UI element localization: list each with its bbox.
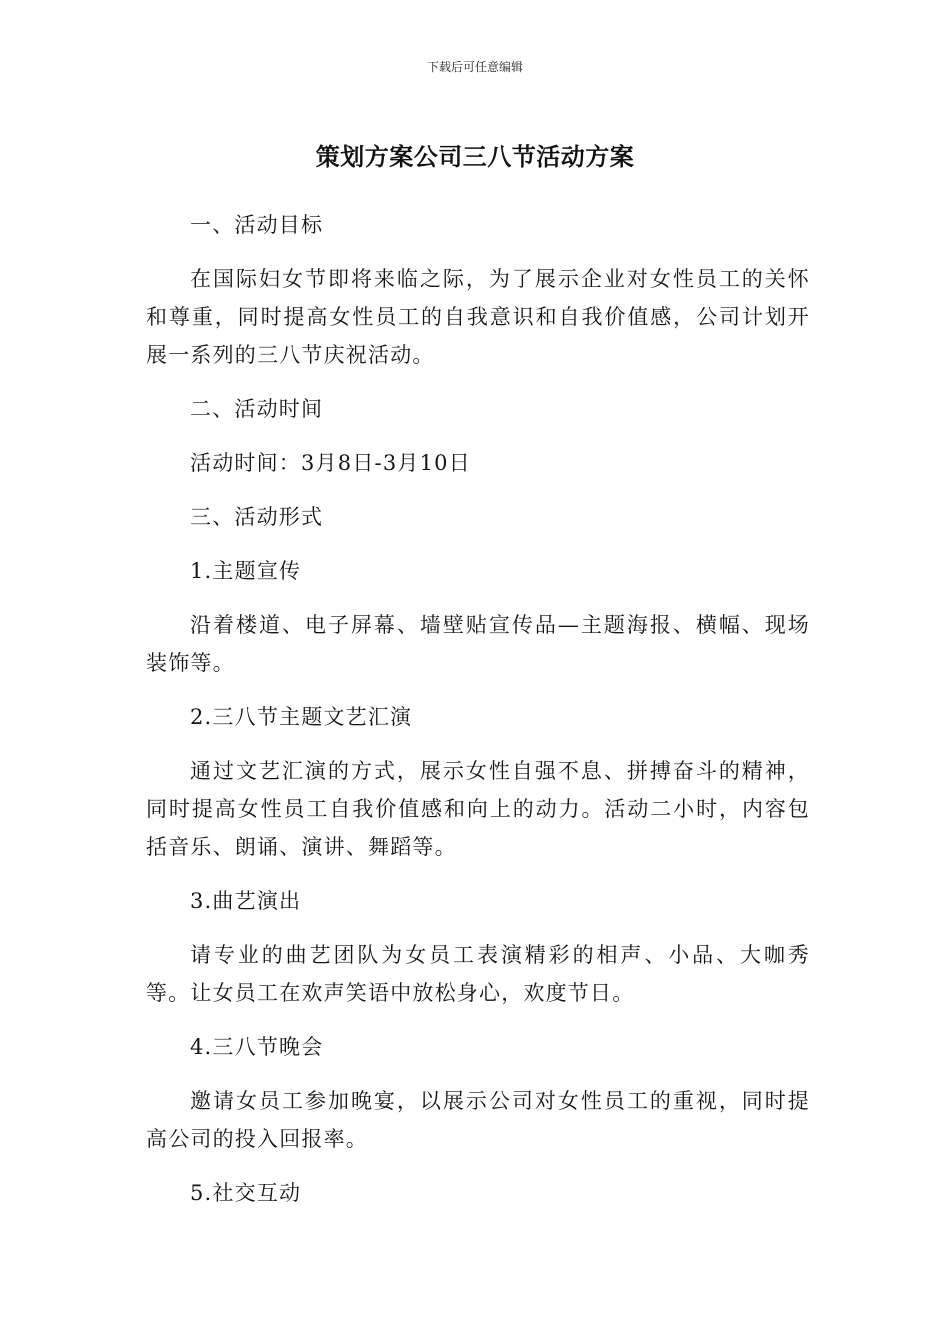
document-title: 策划方案公司三八节活动方案 xyxy=(315,143,635,171)
section-heading-format: 三、活动形式 xyxy=(190,505,324,529)
paragraph-time: 活动时间：3月8日-3月10日 xyxy=(190,451,471,475)
paragraph-theme-promotion: 沿着楼道、电子屏幕、墙壁贴宣传品—主题海报、横幅、现场装饰等。 xyxy=(146,613,810,675)
document-body xyxy=(146,206,810,1228)
subheading-party: 4.三八节晚会 xyxy=(190,1035,324,1059)
subheading-quyi: 3.曲艺演出 xyxy=(190,889,302,913)
subheading-performance: 2.三八节主题文艺汇演 xyxy=(190,705,413,729)
subheading-social: 5.社交互动 xyxy=(190,1181,302,1205)
subheading-theme-promotion: 1.主题宣传 xyxy=(190,559,302,583)
paragraph-goals: 在国际妇女节即将来临之际，为了展示企业对女性员工的关怀和尊重，同时提高女性员工的自我意识和自我价值感，公司计划开展一系列的三八节庆祝活动。 xyxy=(146,267,810,367)
paragraph-performance: 通过文艺汇演的方式，展示女性自强不息、拼搏奋斗的精神，同时提高女性员工自我价值感和向上的动力。活动二小时，内容包括音乐、朗诵、演讲、舞蹈等。 xyxy=(146,759,810,859)
paragraph-party: 邀请女员工参加晚宴，以展示公司对女性员工的重视，同时提高公司的投入回报率。 xyxy=(146,1089,810,1151)
section-heading-goals: 一、活动目标 xyxy=(190,213,324,237)
header-note: 下载后可任意编辑 xyxy=(426,60,523,74)
section-heading-time: 二、活动时间 xyxy=(190,397,324,421)
paragraph-quyi: 请专业的曲艺团队为女员工表演精彩的相声、小品、大咖秀等。让女员工在欢声笑语中放松身心，欢度节日。 xyxy=(146,943,810,1005)
